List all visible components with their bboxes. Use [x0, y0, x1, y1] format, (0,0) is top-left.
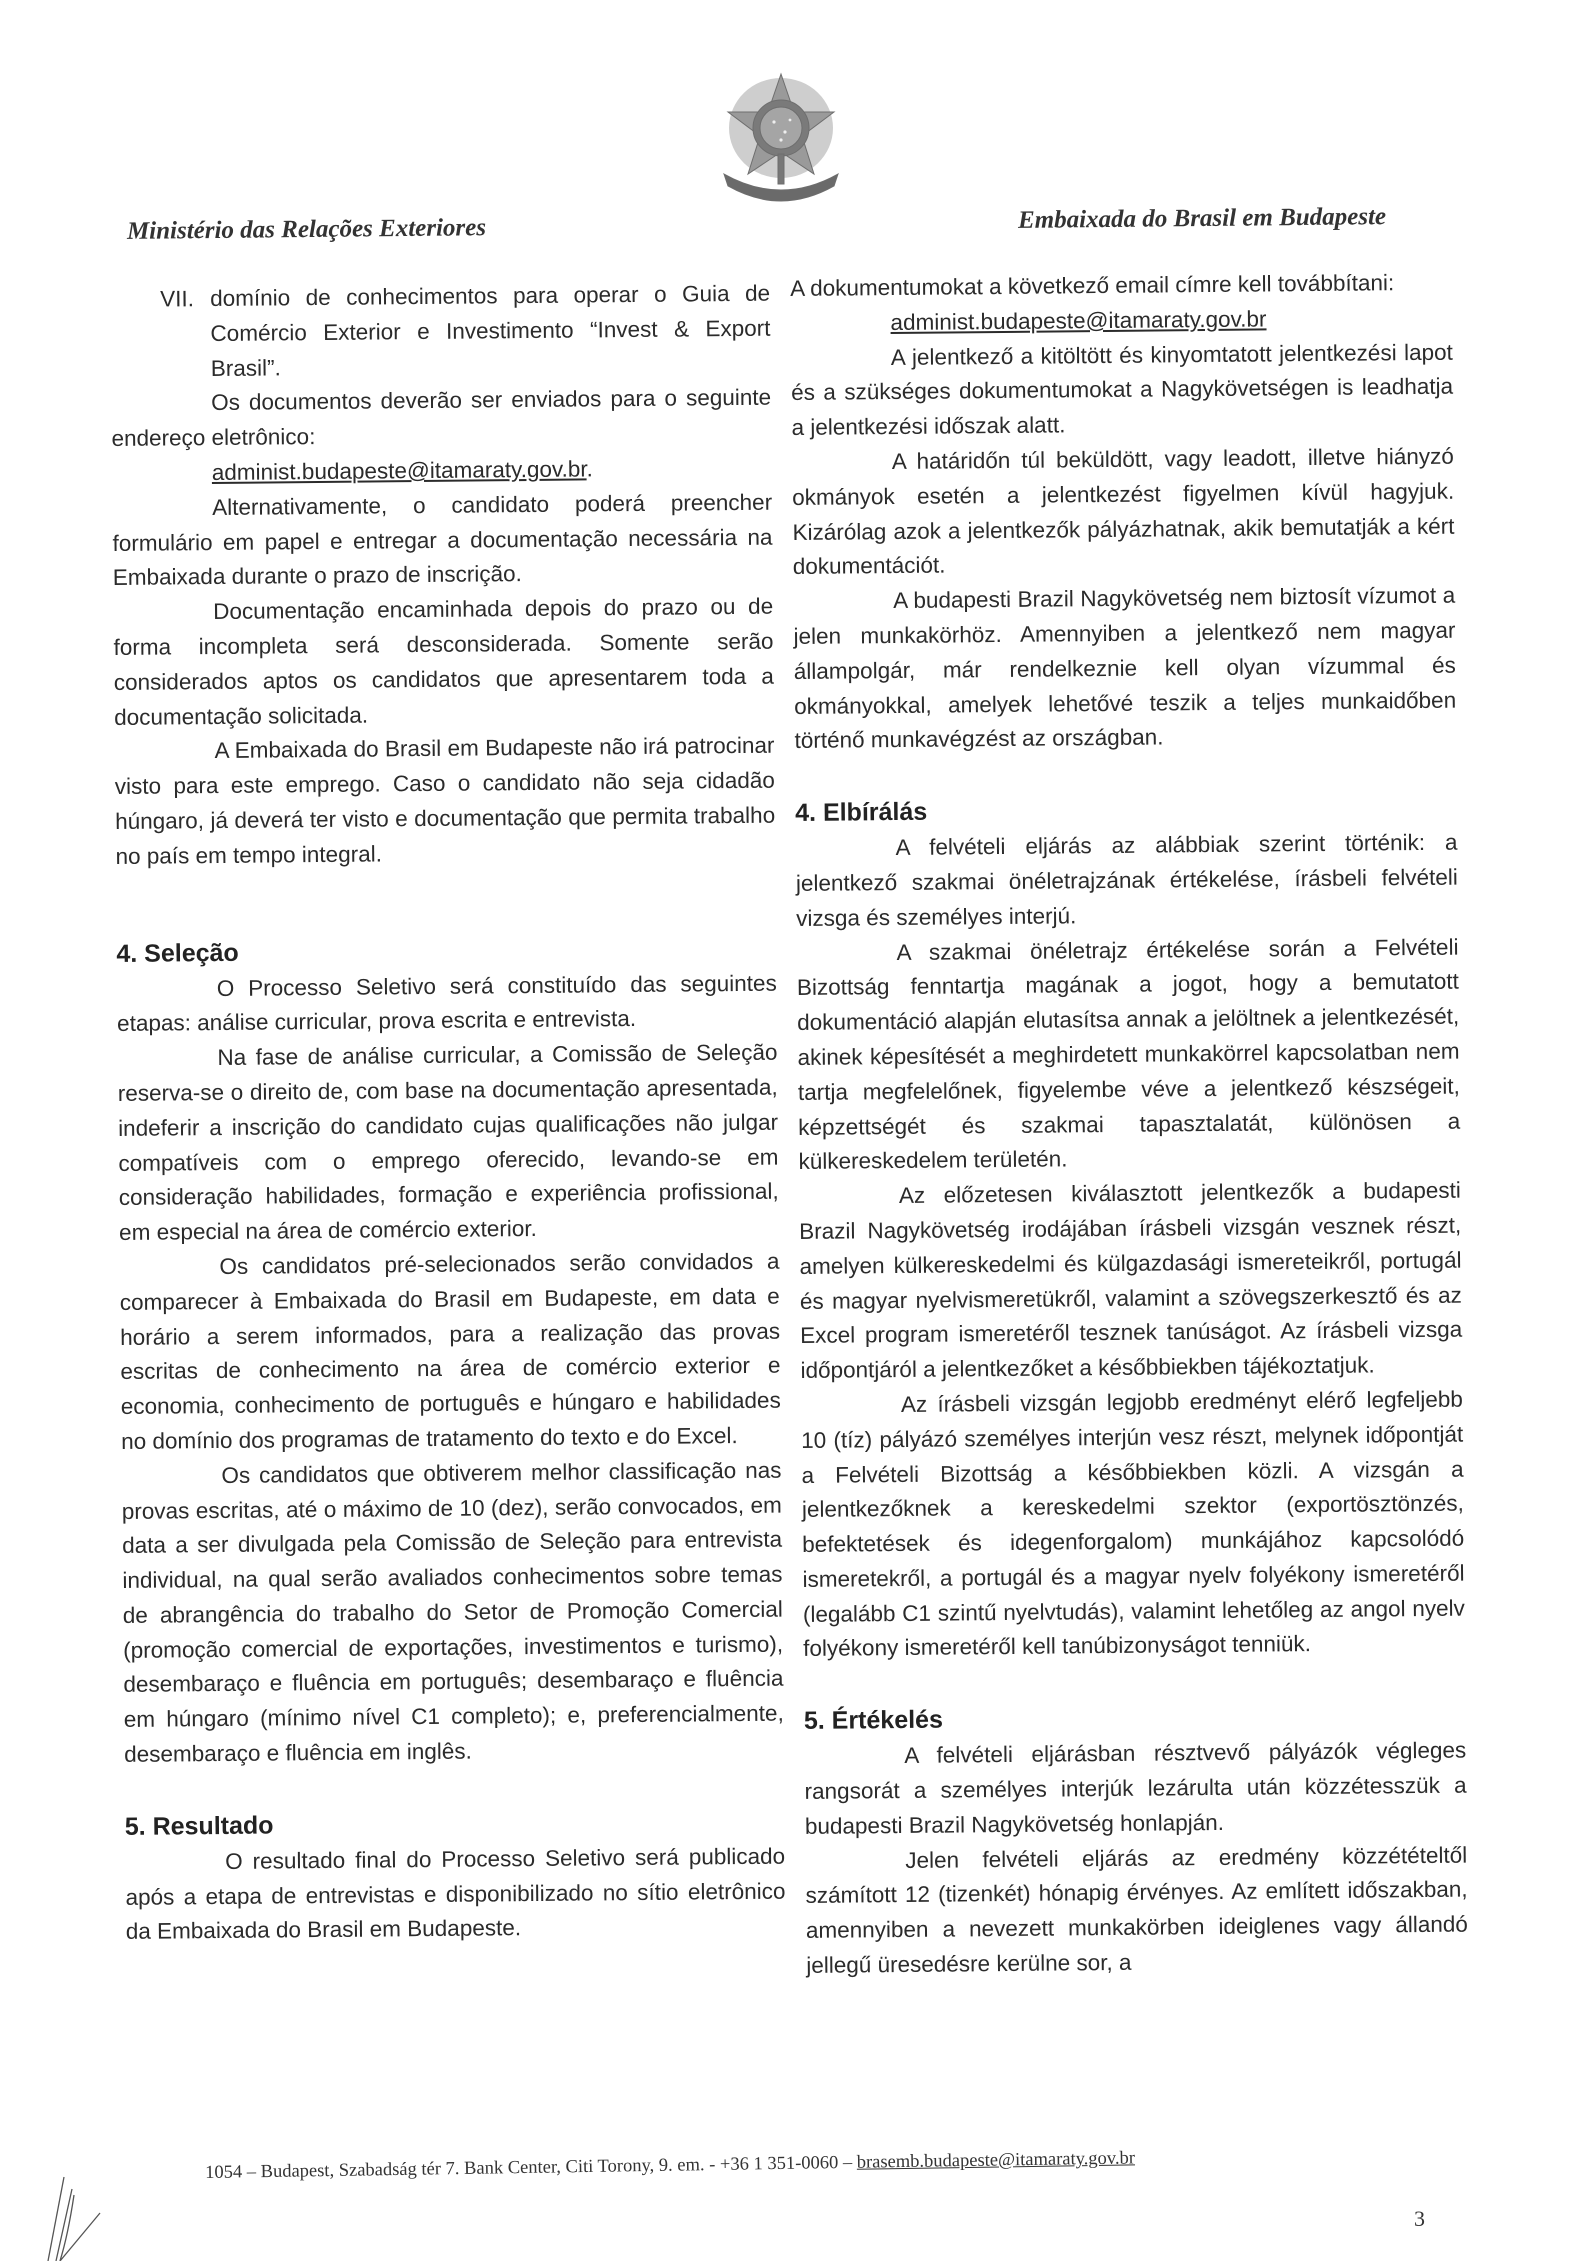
list-item-vii	[110, 277, 771, 388]
email-link[interactable]: administ.budapeste@itamaraty.gov.br	[211, 456, 587, 486]
paragraph: Na fase de análise curricular, a Comissão de Seleção reserva-se o direito de, com base na documentação apresentada, indeferir a inscrição do candidato cujas qualificações não julgar compatíveis com o emprego oferecido, levando-se em consideração habilidades, formação e experiência profissional, em especial na área de comércio exterior.	[117, 1039, 779, 1246]
paragraph: Az előzetesen kiválasztott jelentkezők a budapesti Brazil Nagykövetség irodájában írásbeli vizsgán vesznek részt, amelyen külkereskedelmi és külgazdasági ismereteikről, portugál és magyar nyelvismeretükről, valamint a szövegszerkesztő és az Excel program ismeretéről tesznek tanúságot. Az írásbeli vizsga időpontjáról a jelentkezőket a későbbiekben tájékoztatjuk.	[799, 1177, 1463, 1384]
paragraph: A felvételi eljárásban résztvevő pályázók végleges rangsorát a személyes interjúk lezárulta után közzétesszük a budapesti Brazil Nagykövetség honlapján.	[804, 1737, 1467, 1839]
email-link[interactable]: administ.budapeste@itamaraty.gov.br	[890, 306, 1267, 335]
paragraph: Jelen felvételi eljárás az eredmény közzétételtől számított 12 (tizenkét) hónapig érvényes. Az említett időszakban, amennyiben a nevezett munkakörben ideiglenes vagy állandó jellegű üresedésre kerülne sor, a	[805, 1842, 1469, 1978]
left-column-portuguese	[110, 277, 786, 1951]
paragraph: Os candidatos que obtiverem melhor classificação nas provas escritas, até o máximo de 10 (dez), serão convocados, em data a ser divulgada pela Comissão de Seleção para entrevista individual, na qual serão avaliados conhecimentos sobre temas de abrangência do trabalho do Setor de Promoção Comercial (promoção comercial de exportações, investimentos e turismo), desembaraço e fluência em português; desembaraço e fluência em húngaro (mínimo nível C1 completo); e, preferencialmente, desembaraço e fluência em inglês.	[121, 1457, 784, 1768]
paragraph-late-docs: Documentação encaminhada depois do prazo ou de forma incompleta será desconsiderada. Somente serão considerados aptos os candidatos que apresentarem toda a documentação solicitada.	[113, 593, 774, 730]
list-item-number: VII.	[160, 286, 195, 312]
page-number: 3	[1414, 2206, 1425, 2231]
section-heading-ertekeles: 5. Értékelés	[803, 1705, 944, 1736]
list-item-text: domínio de conhecimentos para operar o Guia de Comércio Exterior e Investimento “Invest & Export Brasil”.	[210, 280, 771, 381]
right-column-hungarian	[790, 266, 1468, 1984]
footer-address	[205, 2148, 1135, 2184]
footer-address-text: 1054 – Budapest, Szabadság tér 7. Bank Center, Citi Torony, 9. em. - +36 1 351-0060 –	[205, 2152, 857, 2183]
paragraph-documents: A dokumentumokat a következő email címre kell továbbítani:	[790, 270, 1395, 301]
paragraph-alternative: Alternativamente, o candidato poderá preencher formulário em papel e entregar a documentação necessária na Embaixada durante o prazo de inscrição.	[112, 489, 773, 591]
paragraph: O resultado final do Processo Seletivo será publicado após a etapa de entrevistas e disponibilizado no sítio eletrônico da Embaixada do Brasil em Budapeste.	[125, 1843, 786, 1945]
header-ministry: Ministério das Relações Exteriores	[126, 214, 487, 245]
paragraph-documents: Os documentos deverão ser enviados para o seguinte endereço eletrônico:	[111, 385, 772, 452]
footer-email-link[interactable]: brasemb.budapeste@itamaraty.gov.br	[856, 2148, 1136, 2173]
signature-initials-icon	[38, 2175, 168, 2261]
paragraph-late-docs: A határidőn túl beküldött, vagy leadott, illetve hiányzó okmányok esetén a jelentkezést figyelmen kívül hagyjuk. Kizárólag azok a jelentkezők pályázhatnak, akik bemutatják a kért dokumentációt.	[792, 443, 1455, 580]
brazil-coat-of-arms-icon	[712, 66, 850, 208]
header-embassy: Embaixada do Brasil em Budapeste	[1017, 203, 1387, 234]
paragraph: Os candidatos pré-selecionados serão convidados a comparecer à Embaixada do Brasil em Budapeste, em data e horário a serem informados, para a realização das provas escritas de conhecimento na área de comércio exterior e economia, conhecimento de português e húngaro e habilidades no domínio dos programas de tratamento do texto e do Excel.	[119, 1248, 781, 1454]
paragraph: Az írásbeli vizsgán legjobb eredményt elérő legfeljebb 10 (tíz) pályázó személyes interjún vesz részt, melynek időpontját a Felvételi Bizottság a későbbiekben közli. A vizsgán a jelentkezőknek a kereskedelmi szektor (exportösztönzés, befektetések és idegenforgalom) munkájához kapcsolódó ismeretekről, a portugál és a magyar nyelv folyékony ismeretéről (legalább C1 szintű nyelvtudás), valamint lehetőleg az angol nyelv folyékony ismeretéről kell tanúbizonyságot tenniük.	[801, 1386, 1465, 1662]
paragraph-visa: A budapesti Brazil Nagykövetség nem biztosít vízumot a jelen munkakörhöz. Amennyiben a jelentkező nem magyar állampolgár, már rendelkeznie kell olyan vízummal és okmányokkal, amelyek lehetővé teszik a teljes munkaidőben történő munkavégzést az országban.	[793, 582, 1457, 754]
email-line: administ.budapeste@itamaraty.gov.br.	[211, 456, 593, 486]
section-heading-selecao: 4. Seleção	[116, 938, 239, 968]
paragraph: O Processo Seletivo será constituído das seguintes etapas: análise curricular, prova escrita e entrevista.	[116, 970, 777, 1037]
paragraph-visa: A Embaixada do Brasil em Budapeste não irá patrocinar visto para este emprego. Caso o candidato não seja cidadão húngaro, já deverá ter visto e documentação que permita trabalho no país em tempo integral.	[114, 733, 776, 869]
paragraph: A felvételi eljárás az alábbiak szerint történik: a jelentkező szakmai önéletrajzának értékelése, írásbeli felvételi vizsga és személyes interjú.	[795, 829, 1458, 931]
section-heading-resultado: 5. Resultado	[124, 1811, 274, 1841]
paragraph: A szakmai önéletrajz értékelése során a Felvételi Bizottság fenntartja magának a jogot, hogy a bemutatott dokumentáció alapján elutasítsa annak a jelöltnek a jelentkezését, akinek képesítését a meghirdetett munkakörrel kapcsolatban nem tartja megfelelőnek, figyelembe véve a jelentkező készségeit, képzettségét és szakmai tapasztalatát, különösen a külkereskedelem területén.	[796, 934, 1461, 1175]
paragraph-paper-form: A jelentkező a kitöltött és kinyomtatott jelentkezési lapot és a szükséges dokumentumokat a Nagykövetségen is leadhatja a jelentkezési időszak alatt.	[791, 339, 1454, 441]
section-heading-elbiralas: 4. Elbírálás	[795, 797, 928, 828]
